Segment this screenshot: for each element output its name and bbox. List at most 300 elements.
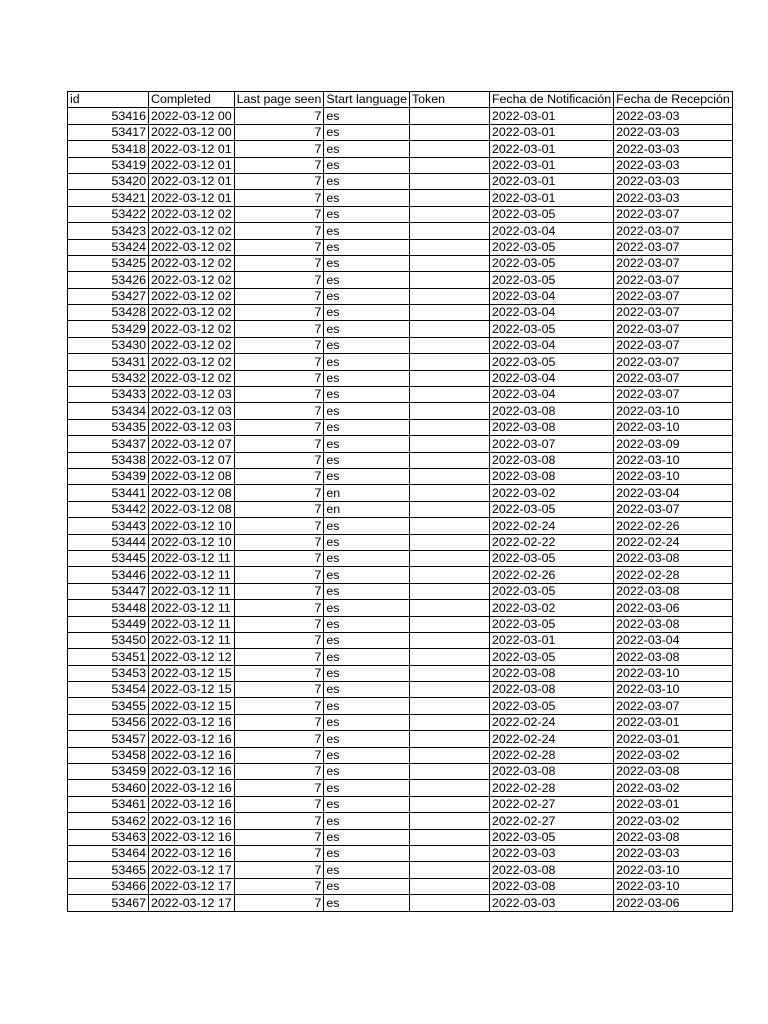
- last-page-cell: 7: [234, 747, 324, 763]
- table-row: [68, 567, 733, 583]
- id-cell: 53453: [68, 665, 149, 681]
- language-cell: en: [324, 485, 410, 501]
- table-row: [68, 223, 733, 239]
- id-cell: 53424: [68, 239, 149, 255]
- last-page-cell: 7: [234, 403, 324, 419]
- fecha-notificacion-cell: 2022-03-01: [489, 190, 613, 206]
- fecha-notificacion-cell: 2022-03-01: [489, 124, 613, 140]
- fecha-recepcion-cell: 2022-03-10: [614, 878, 733, 894]
- completed-cell: 2022-03-12 15: [149, 698, 235, 714]
- table-row: [68, 731, 733, 747]
- fecha-recepcion-cell: 2022-03-01: [614, 714, 733, 730]
- table-row: [68, 157, 733, 173]
- fecha-notificacion-cell: 2022-03-01: [489, 632, 613, 648]
- fecha-notificacion-cell: 2022-03-05: [489, 698, 613, 714]
- id-cell: 53422: [68, 206, 149, 222]
- last-page-cell: 7: [234, 698, 324, 714]
- id-cell: 53464: [68, 845, 149, 861]
- fecha-notificacion-cell: 2022-03-04: [489, 288, 613, 304]
- table-row: [68, 878, 733, 894]
- last-page-cell: 7: [234, 468, 324, 484]
- last-page-cell: 7: [234, 436, 324, 452]
- language-cell: es: [324, 337, 410, 353]
- last-page-cell: 7: [234, 665, 324, 681]
- last-page-cell: 7: [234, 288, 324, 304]
- table-row: [68, 895, 733, 911]
- table-row: [68, 255, 733, 271]
- id-cell: 53434: [68, 403, 149, 419]
- last-page-cell: 7: [234, 337, 324, 353]
- language-cell: es: [324, 305, 410, 321]
- header-cell-token: Token: [409, 92, 489, 108]
- fecha-notificacion-cell: 2022-03-04: [489, 223, 613, 239]
- fecha-recepcion-cell: 2022-03-02: [614, 780, 733, 796]
- token-cell: [409, 649, 489, 665]
- language-cell: es: [324, 124, 410, 140]
- language-cell: es: [324, 649, 410, 665]
- last-page-cell: 7: [234, 157, 324, 173]
- fecha-recepcion-cell: 2022-03-07: [614, 272, 733, 288]
- token-cell: [409, 436, 489, 452]
- id-cell: 53443: [68, 518, 149, 534]
- completed-cell: 2022-03-12 17: [149, 862, 235, 878]
- fecha-notificacion-cell: 2022-03-08: [489, 764, 613, 780]
- header-row: [68, 92, 733, 108]
- language-cell: es: [324, 403, 410, 419]
- language-cell: es: [324, 583, 410, 599]
- last-page-cell: 7: [234, 534, 324, 550]
- language-cell: es: [324, 223, 410, 239]
- id-cell: 53432: [68, 370, 149, 386]
- fecha-notificacion-cell: 2022-03-05: [489, 649, 613, 665]
- completed-cell: 2022-03-12 15: [149, 682, 235, 698]
- token-cell: [409, 780, 489, 796]
- table-row: [68, 583, 733, 599]
- token-cell: [409, 665, 489, 681]
- last-page-cell: 7: [234, 370, 324, 386]
- table-row: [68, 632, 733, 648]
- id-cell: 53421: [68, 190, 149, 206]
- language-cell: es: [324, 796, 410, 812]
- completed-cell: 2022-03-12 10: [149, 534, 235, 550]
- language-cell: es: [324, 206, 410, 222]
- last-page-cell: 7: [234, 632, 324, 648]
- fecha-notificacion-cell: 2022-03-04: [489, 305, 613, 321]
- language-cell: es: [324, 272, 410, 288]
- completed-cell: 2022-03-12 11: [149, 550, 235, 566]
- fecha-recepcion-cell: 2022-03-10: [614, 403, 733, 419]
- fecha-notificacion-cell: 2022-03-04: [489, 387, 613, 403]
- fecha-recepcion-cell: 2022-03-02: [614, 813, 733, 829]
- fecha-recepcion-cell: 2022-03-08: [614, 649, 733, 665]
- last-page-cell: 7: [234, 354, 324, 370]
- id-cell: 53462: [68, 813, 149, 829]
- completed-cell: 2022-03-12 02: [149, 288, 235, 304]
- table-row: [68, 468, 733, 484]
- fecha-notificacion-cell: 2022-03-01: [489, 157, 613, 173]
- fecha-recepcion-cell: 2022-03-03: [614, 141, 733, 157]
- language-cell: es: [324, 288, 410, 304]
- completed-cell: 2022-03-12 02: [149, 370, 235, 386]
- completed-cell: 2022-03-12 07: [149, 452, 235, 468]
- completed-cell: 2022-03-12 11: [149, 632, 235, 648]
- table-row: [68, 305, 733, 321]
- completed-cell: 2022-03-12 08: [149, 485, 235, 501]
- table-row: [68, 813, 733, 829]
- fecha-notificacion-cell: 2022-02-28: [489, 780, 613, 796]
- fecha-recepcion-cell: 2022-02-26: [614, 518, 733, 534]
- token-cell: [409, 600, 489, 616]
- token-cell: [409, 124, 489, 140]
- language-cell: es: [324, 845, 410, 861]
- completed-cell: 2022-03-12 02: [149, 321, 235, 337]
- fecha-recepcion-cell: 2022-03-07: [614, 223, 733, 239]
- last-page-cell: 7: [234, 583, 324, 599]
- fecha-notificacion-cell: 2022-03-05: [489, 321, 613, 337]
- table-row: [68, 845, 733, 861]
- id-cell: 53433: [68, 387, 149, 403]
- id-cell: 53429: [68, 321, 149, 337]
- last-page-cell: 7: [234, 387, 324, 403]
- language-cell: en: [324, 501, 410, 517]
- header-cell-fecha-notificacion: Fecha de Notificación: [489, 92, 613, 108]
- fecha-recepcion-cell: 2022-03-07: [614, 305, 733, 321]
- id-cell: 53431: [68, 354, 149, 370]
- id-cell: 53458: [68, 747, 149, 763]
- id-cell: 53454: [68, 682, 149, 698]
- language-cell: es: [324, 682, 410, 698]
- token-cell: [409, 862, 489, 878]
- token-cell: [409, 747, 489, 763]
- fecha-recepcion-cell: 2022-03-08: [614, 616, 733, 632]
- table-row: [68, 518, 733, 534]
- id-cell: 53450: [68, 632, 149, 648]
- table-row: [68, 124, 733, 140]
- table-row: [68, 354, 733, 370]
- completed-cell: 2022-03-12 01: [149, 141, 235, 157]
- table-row: [68, 501, 733, 517]
- fecha-recepcion-cell: 2022-03-07: [614, 288, 733, 304]
- last-page-cell: 7: [234, 567, 324, 583]
- table-row: [68, 649, 733, 665]
- token-cell: [409, 682, 489, 698]
- fecha-notificacion-cell: 2022-03-02: [489, 600, 613, 616]
- fecha-recepcion-cell: 2022-03-09: [614, 436, 733, 452]
- fecha-recepcion-cell: 2022-03-08: [614, 583, 733, 599]
- last-page-cell: 7: [234, 305, 324, 321]
- fecha-notificacion-cell: 2022-02-27: [489, 813, 613, 829]
- fecha-notificacion-cell: 2022-03-05: [489, 550, 613, 566]
- fecha-notificacion-cell: 2022-03-05: [489, 583, 613, 599]
- fecha-recepcion-cell: 2022-03-10: [614, 419, 733, 435]
- language-cell: es: [324, 862, 410, 878]
- last-page-cell: 7: [234, 108, 324, 124]
- completed-cell: 2022-03-12 00: [149, 108, 235, 124]
- token-cell: [409, 288, 489, 304]
- language-cell: es: [324, 354, 410, 370]
- header-cell-fecha-recepcion: Fecha de Recepción: [614, 92, 733, 108]
- language-cell: es: [324, 173, 410, 189]
- completed-cell: 2022-03-12 02: [149, 337, 235, 353]
- table-row: [68, 862, 733, 878]
- completed-cell: 2022-03-12 16: [149, 747, 235, 763]
- token-cell: [409, 157, 489, 173]
- completed-cell: 2022-03-12 16: [149, 829, 235, 845]
- id-cell: 53416: [68, 108, 149, 124]
- fecha-recepcion-cell: 2022-03-03: [614, 173, 733, 189]
- completed-cell: 2022-03-12 16: [149, 813, 235, 829]
- fecha-recepcion-cell: 2022-03-03: [614, 124, 733, 140]
- id-cell: 53448: [68, 600, 149, 616]
- fecha-notificacion-cell: 2022-03-04: [489, 337, 613, 353]
- id-cell: 53463: [68, 829, 149, 845]
- id-cell: 53446: [68, 567, 149, 583]
- fecha-notificacion-cell: 2022-03-05: [489, 501, 613, 517]
- fecha-recepcion-cell: 2022-03-07: [614, 255, 733, 271]
- table-row: [68, 321, 733, 337]
- completed-cell: 2022-03-12 02: [149, 305, 235, 321]
- completed-cell: 2022-03-12 03: [149, 403, 235, 419]
- fecha-recepcion-cell: 2022-03-07: [614, 354, 733, 370]
- table-row: [68, 829, 733, 845]
- id-cell: 53418: [68, 141, 149, 157]
- id-cell: 53444: [68, 534, 149, 550]
- fecha-notificacion-cell: 2022-02-26: [489, 567, 613, 583]
- id-cell: 53456: [68, 714, 149, 730]
- id-cell: 53428: [68, 305, 149, 321]
- table-row: [68, 796, 733, 812]
- fecha-recepcion-cell: 2022-03-10: [614, 682, 733, 698]
- fecha-notificacion-cell: 2022-03-05: [489, 616, 613, 632]
- language-cell: es: [324, 698, 410, 714]
- table-row: [68, 190, 733, 206]
- last-page-cell: 7: [234, 141, 324, 157]
- fecha-recepcion-cell: 2022-02-24: [614, 534, 733, 550]
- last-page-cell: 7: [234, 206, 324, 222]
- language-cell: es: [324, 731, 410, 747]
- last-page-cell: 7: [234, 239, 324, 255]
- completed-cell: 2022-03-12 16: [149, 845, 235, 861]
- language-cell: es: [324, 436, 410, 452]
- fecha-recepcion-cell: 2022-03-07: [614, 337, 733, 353]
- completed-cell: 2022-03-12 03: [149, 419, 235, 435]
- completed-cell: 2022-03-12 10: [149, 518, 235, 534]
- table-row: [68, 370, 733, 386]
- id-cell: 53423: [68, 223, 149, 239]
- token-cell: [409, 419, 489, 435]
- language-cell: es: [324, 321, 410, 337]
- id-cell: 53441: [68, 485, 149, 501]
- fecha-notificacion-cell: 2022-03-02: [489, 485, 613, 501]
- completed-cell: 2022-03-12 16: [149, 764, 235, 780]
- token-cell: [409, 895, 489, 911]
- completed-cell: 2022-03-12 02: [149, 206, 235, 222]
- completed-cell: 2022-03-12 17: [149, 878, 235, 894]
- completed-cell: 2022-03-12 11: [149, 567, 235, 583]
- table-row: [68, 665, 733, 681]
- language-cell: es: [324, 714, 410, 730]
- language-cell: es: [324, 239, 410, 255]
- last-page-cell: 7: [234, 485, 324, 501]
- fecha-recepcion-cell: 2022-03-10: [614, 468, 733, 484]
- token-cell: [409, 796, 489, 812]
- fecha-notificacion-cell: 2022-03-01: [489, 173, 613, 189]
- language-cell: es: [324, 108, 410, 124]
- token-cell: [409, 141, 489, 157]
- fecha-notificacion-cell: 2022-03-07: [489, 436, 613, 452]
- last-page-cell: 7: [234, 518, 324, 534]
- fecha-notificacion-cell: 2022-03-05: [489, 239, 613, 255]
- id-cell: 53438: [68, 452, 149, 468]
- fecha-notificacion-cell: 2022-03-05: [489, 829, 613, 845]
- table-row: [68, 239, 733, 255]
- token-cell: [409, 354, 489, 370]
- token-cell: [409, 272, 489, 288]
- language-cell: es: [324, 387, 410, 403]
- fecha-notificacion-cell: 2022-02-22: [489, 534, 613, 550]
- language-cell: es: [324, 468, 410, 484]
- id-cell: 53447: [68, 583, 149, 599]
- token-cell: [409, 550, 489, 566]
- token-cell: [409, 223, 489, 239]
- id-cell: 53417: [68, 124, 149, 140]
- fecha-recepcion-cell: 2022-03-04: [614, 485, 733, 501]
- table-row: [68, 206, 733, 222]
- id-cell: 53445: [68, 550, 149, 566]
- last-page-cell: 7: [234, 419, 324, 435]
- fecha-notificacion-cell: 2022-03-05: [489, 255, 613, 271]
- fecha-notificacion-cell: 2022-03-08: [489, 878, 613, 894]
- last-page-cell: 7: [234, 780, 324, 796]
- token-cell: [409, 518, 489, 534]
- token-cell: [409, 616, 489, 632]
- table-row: [68, 436, 733, 452]
- language-cell: es: [324, 452, 410, 468]
- fecha-recepcion-cell: 2022-03-10: [614, 452, 733, 468]
- table-row: [68, 747, 733, 763]
- token-cell: [409, 583, 489, 599]
- fecha-recepcion-cell: 2022-03-06: [614, 895, 733, 911]
- language-cell: es: [324, 419, 410, 435]
- fecha-recepcion-cell: 2022-03-03: [614, 845, 733, 861]
- language-cell: es: [324, 616, 410, 632]
- language-cell: es: [324, 665, 410, 681]
- completed-cell: 2022-03-12 08: [149, 501, 235, 517]
- token-cell: [409, 190, 489, 206]
- completed-cell: 2022-03-12 02: [149, 354, 235, 370]
- table-row: [68, 337, 733, 353]
- completed-cell: 2022-03-12 11: [149, 583, 235, 599]
- language-cell: es: [324, 518, 410, 534]
- completed-cell: 2022-03-12 11: [149, 616, 235, 632]
- fecha-notificacion-cell: 2022-03-03: [489, 845, 613, 861]
- fecha-notificacion-cell: 2022-03-08: [489, 452, 613, 468]
- fecha-recepcion-cell: 2022-03-07: [614, 321, 733, 337]
- fecha-notificacion-cell: 2022-03-08: [489, 403, 613, 419]
- table-row: [68, 419, 733, 435]
- last-page-cell: 7: [234, 616, 324, 632]
- completed-cell: 2022-03-12 02: [149, 272, 235, 288]
- last-page-cell: 7: [234, 813, 324, 829]
- token-cell: [409, 501, 489, 517]
- fecha-notificacion-cell: 2022-03-03: [489, 895, 613, 911]
- token-cell: [409, 255, 489, 271]
- last-page-cell: 7: [234, 501, 324, 517]
- id-cell: 53442: [68, 501, 149, 517]
- table-row: [68, 403, 733, 419]
- fecha-recepcion-cell: 2022-02-28: [614, 567, 733, 583]
- completed-cell: 2022-03-12 16: [149, 731, 235, 747]
- language-cell: es: [324, 878, 410, 894]
- language-cell: es: [324, 255, 410, 271]
- id-cell: 53451: [68, 649, 149, 665]
- last-page-cell: 7: [234, 600, 324, 616]
- id-cell: 53457: [68, 731, 149, 747]
- token-cell: [409, 813, 489, 829]
- id-cell: 53461: [68, 796, 149, 812]
- fecha-notificacion-cell: 2022-02-28: [489, 747, 613, 763]
- last-page-cell: 7: [234, 173, 324, 189]
- table-row: [68, 108, 733, 124]
- completed-cell: 2022-03-12 16: [149, 796, 235, 812]
- last-page-cell: 7: [234, 895, 324, 911]
- table-row: [68, 173, 733, 189]
- last-page-cell: 7: [234, 255, 324, 271]
- last-page-cell: 7: [234, 649, 324, 665]
- language-cell: es: [324, 141, 410, 157]
- language-cell: es: [324, 780, 410, 796]
- fecha-notificacion-cell: 2022-03-08: [489, 682, 613, 698]
- fecha-notificacion-cell: 2022-02-24: [489, 714, 613, 730]
- completed-cell: 2022-03-12 08: [149, 468, 235, 484]
- language-cell: es: [324, 157, 410, 173]
- id-cell: 53455: [68, 698, 149, 714]
- last-page-cell: 7: [234, 714, 324, 730]
- completed-cell: 2022-03-12 01: [149, 173, 235, 189]
- last-page-cell: 7: [234, 878, 324, 894]
- last-page-cell: 7: [234, 682, 324, 698]
- language-cell: es: [324, 632, 410, 648]
- token-cell: [409, 632, 489, 648]
- completed-cell: 2022-03-12 16: [149, 780, 235, 796]
- completed-cell: 2022-03-12 15: [149, 665, 235, 681]
- token-cell: [409, 337, 489, 353]
- token-cell: [409, 829, 489, 845]
- fecha-notificacion-cell: 2022-03-05: [489, 354, 613, 370]
- token-cell: [409, 108, 489, 124]
- fecha-notificacion-cell: 2022-03-04: [489, 370, 613, 386]
- table-row: [68, 141, 733, 157]
- last-page-cell: 7: [234, 190, 324, 206]
- language-cell: es: [324, 534, 410, 550]
- completed-cell: 2022-03-12 02: [149, 223, 235, 239]
- fecha-notificacion-cell: 2022-03-01: [489, 141, 613, 157]
- completed-cell: 2022-03-12 00: [149, 124, 235, 140]
- id-cell: 53465: [68, 862, 149, 878]
- fecha-recepcion-cell: 2022-03-07: [614, 698, 733, 714]
- header-cell-start-language: Start language: [324, 92, 410, 108]
- table-row: [68, 534, 733, 550]
- id-cell: 53467: [68, 895, 149, 911]
- language-cell: es: [324, 567, 410, 583]
- language-cell: es: [324, 813, 410, 829]
- fecha-recepcion-cell: 2022-03-07: [614, 501, 733, 517]
- token-cell: [409, 173, 489, 189]
- id-cell: 53459: [68, 764, 149, 780]
- last-page-cell: 7: [234, 731, 324, 747]
- fecha-recepcion-cell: 2022-03-03: [614, 157, 733, 173]
- fecha-recepcion-cell: 2022-03-10: [614, 665, 733, 681]
